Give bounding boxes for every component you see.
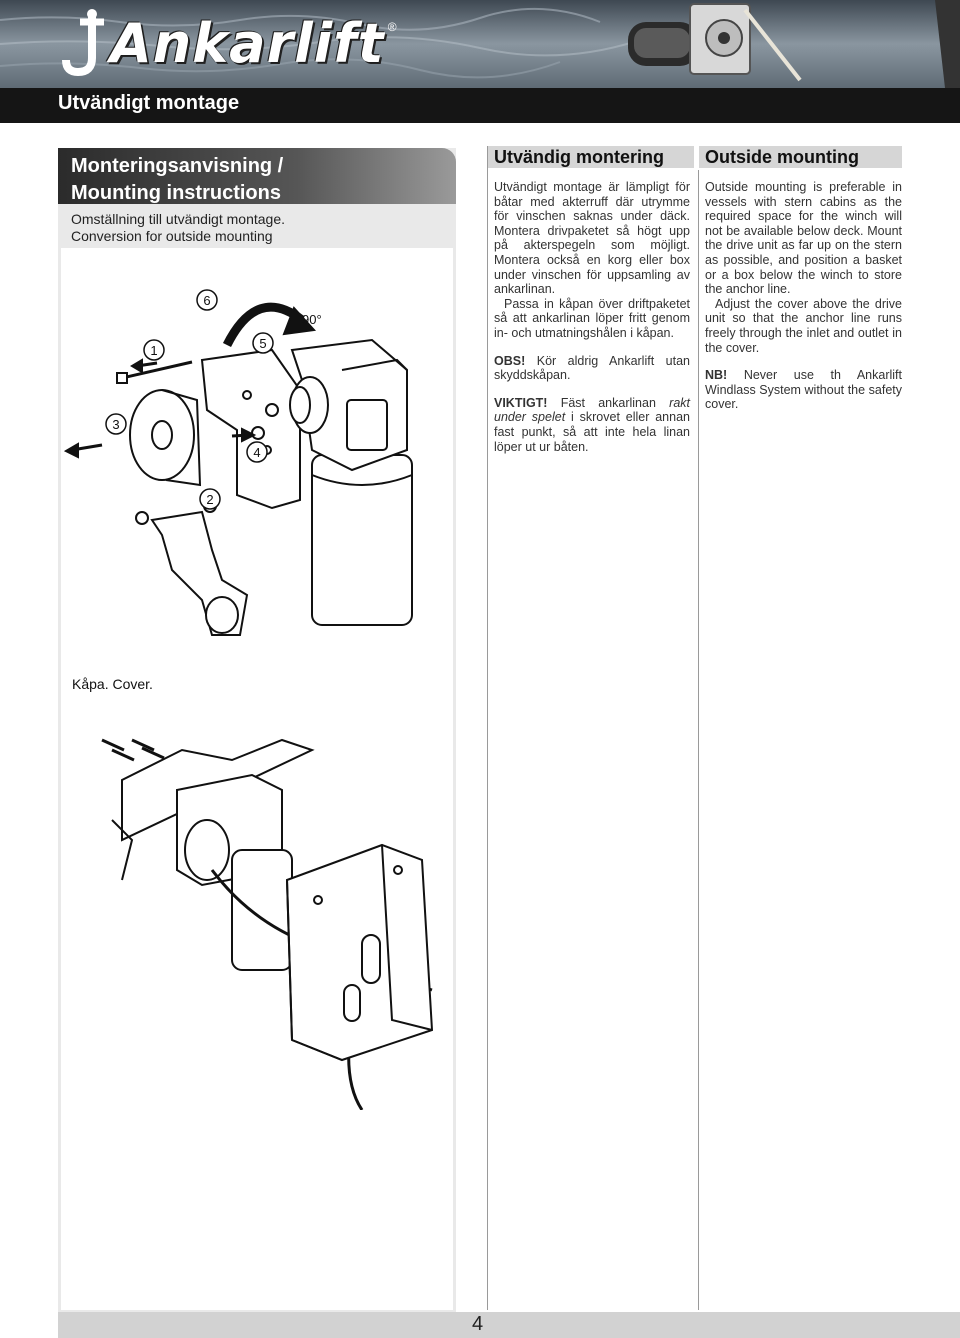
instructions-subtitle: Omställning till utvändigt montage. Conversion for outside mounting	[71, 211, 285, 244]
english-paragraph-2: Adjust the cover above the drive unit so that the anchor line runs freely through the inlet and outlet in the cover.	[705, 296, 902, 355]
callout-1: 1	[150, 343, 158, 358]
swedish-obs-note: OBS! Kör aldrig Ankarlift utan skyddskåpan.	[494, 353, 690, 383]
english-body	[705, 180, 902, 412]
swedish-paragraph-1: Utvändigt montage är lämpligt för båtar med akterruff där utrymme för vinschen saknas under däck. Montera drivpaketet så högt upp på akterspegeln som möjligt. Montera också en korg eller box under vinschen för uppsamling av ankarlinan.	[494, 180, 690, 297]
page-header	[0, 0, 960, 88]
english-paragraph-1: Outside mounting is preferable in vessels with stern cabins as the required space for the winch will not be available below deck. Mount the drive unit as far up on the stern as possible, and position a basket or a box below the winch to store the anchor line.	[705, 180, 902, 297]
callout-4: 4	[253, 445, 261, 460]
callout-5: 5	[259, 336, 267, 351]
page-number: 4	[472, 1313, 484, 1335]
column-divider-right	[698, 170, 699, 1310]
cover-figure-caption: Kåpa. Cover.	[72, 676, 153, 692]
swedish-heading: Utvändig montering	[488, 146, 694, 168]
title-bar	[0, 88, 960, 123]
english-heading: Outside mounting	[699, 146, 902, 168]
page-footer	[58, 1312, 960, 1338]
english-nb-note: NB! Never use th Ankarlift Windlass System without the safety cover.	[705, 368, 902, 412]
registered-mark: ®	[387, 20, 397, 34]
anchor-icon	[62, 8, 110, 78]
callout-3: 3	[112, 417, 120, 432]
ankarlift-logo	[62, 6, 397, 80]
callout-2: 2	[206, 492, 214, 507]
swedish-viktigt-note: VIKTIGT! Fäst ankarlinan rakt under spelet i skrovet eller annan fast punkt, så att inte hela linan löper ut ur båten.	[494, 395, 690, 454]
page-title: Utvändigt montage	[58, 92, 240, 114]
swedish-paragraph-2: Passa in kåpan över driftpaketet så att ankarlinan löper fritt genom in- och utmatningshålen i kåpan.	[494, 296, 690, 340]
angle-label: 90°	[302, 312, 322, 327]
logo-wordmark: Ankarlift	[110, 11, 385, 75]
swedish-body	[494, 180, 690, 454]
cover-mounting-diagram	[62, 720, 452, 1110]
instructions-title: Monteringsanvisning / Mounting instructions	[71, 155, 284, 204]
column-divider-left	[487, 146, 488, 1310]
callout-6: 6	[203, 293, 211, 308]
exploded-winch-diagram	[62, 250, 452, 670]
